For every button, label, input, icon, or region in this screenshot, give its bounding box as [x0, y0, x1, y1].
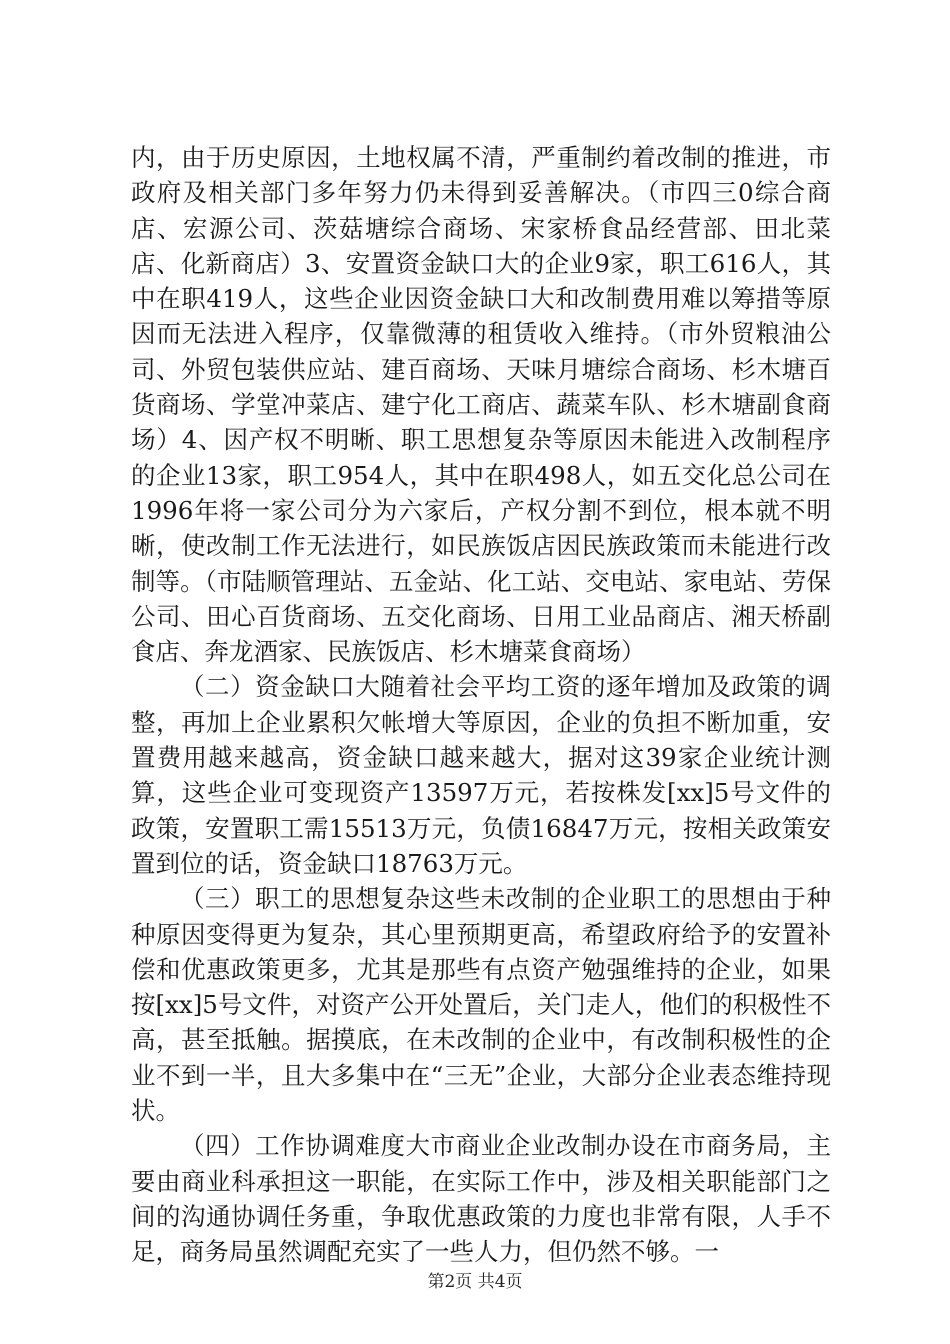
paragraph-worker-sentiment: （三）职工的思想复杂这些未改制的企业职工的思想由于种种原因变得更为复杂，其心里预期更高，希望政府给予的安置补偿和优惠政策更多，尤其是那些有点资产勉强维持的企业，如果按[xx]5号文件，对资产公开处置后，关门走人，他们的积极性不高，甚至抵触。据摸底，在未改制的企业中，有改制积极性的企业不到一半，且大多集中在“三无”企业，大部分企业表态维持现状。	[131, 884, 831, 1126]
paragraph-coordination: （四）工作协调难度大市商业企业改制办设在市商务局，主要由商业科承担这一职能，在实际工作中，涉及相关职能部门之间的沟通协调任务重，争取优惠政策的力度也非常有限，人手不足，商务局虽然调配充实了一些人力，但仍然不够。一	[131, 1131, 831, 1267]
document-body	[131, 140, 831, 1270]
paragraph-continued: 内，由于历史原因，土地权属不清，严重制约着改制的推进，市政府及相关部门多年努力仍未得到妥善解决。（市四三0综合商店、宏源公司、茨菇塘综合商场、宋家桥食品经营部、田北菜店、化新商店）3、安置资金缺口大的企业9家，职工616人，其中在职419人，这些企业因资金缺口大和改制费用难以筹措等原因而无法进入程序，仅靠微薄的租赁收入维持。（市外贸粮油公司、外贸包装供应站、建百商场、天味月塘综合商场、杉木塘百货商场、学堂冲菜店、建宁化工商店、蔬菜车队、杉木塘副食商场）4、因产权不明晰、职工思想复杂等原因未能进入改制程序的企业13家，职工954人，其中在职498人，如五交化总公司在1996年将一家公司分为六家后，产权分割不到位，根本就不明晰，使改制工作无法进行，如民族饭店因民族政策而未能进行改制等。（市陆顺管理站、五金站、化工站、交电站、家电站、劳保公司、田心百货商场、五交化商场、日用工业品商店、湘天桥副食店、奔龙酒家、民族饭店、杉木塘菜食商场）	[131, 143, 831, 667]
paragraph-funding-gap: （二）资金缺口大随着社会平均工资的逐年增加及政策的调整，再加上企业累积欠帐增大等原因，企业的负担不断加重，安置费用越来越高，资金缺口越来越大，据对这39家企业统计测算，这些企业可变现资产13597万元，若按株发[xx]5号文件的政策，安置职工需15513万元，负债16847万元，按相关政策安置到位的话，资金缺口18763万元。	[131, 672, 831, 878]
page-footer: 第2页 共4页	[427, 1272, 523, 1292]
